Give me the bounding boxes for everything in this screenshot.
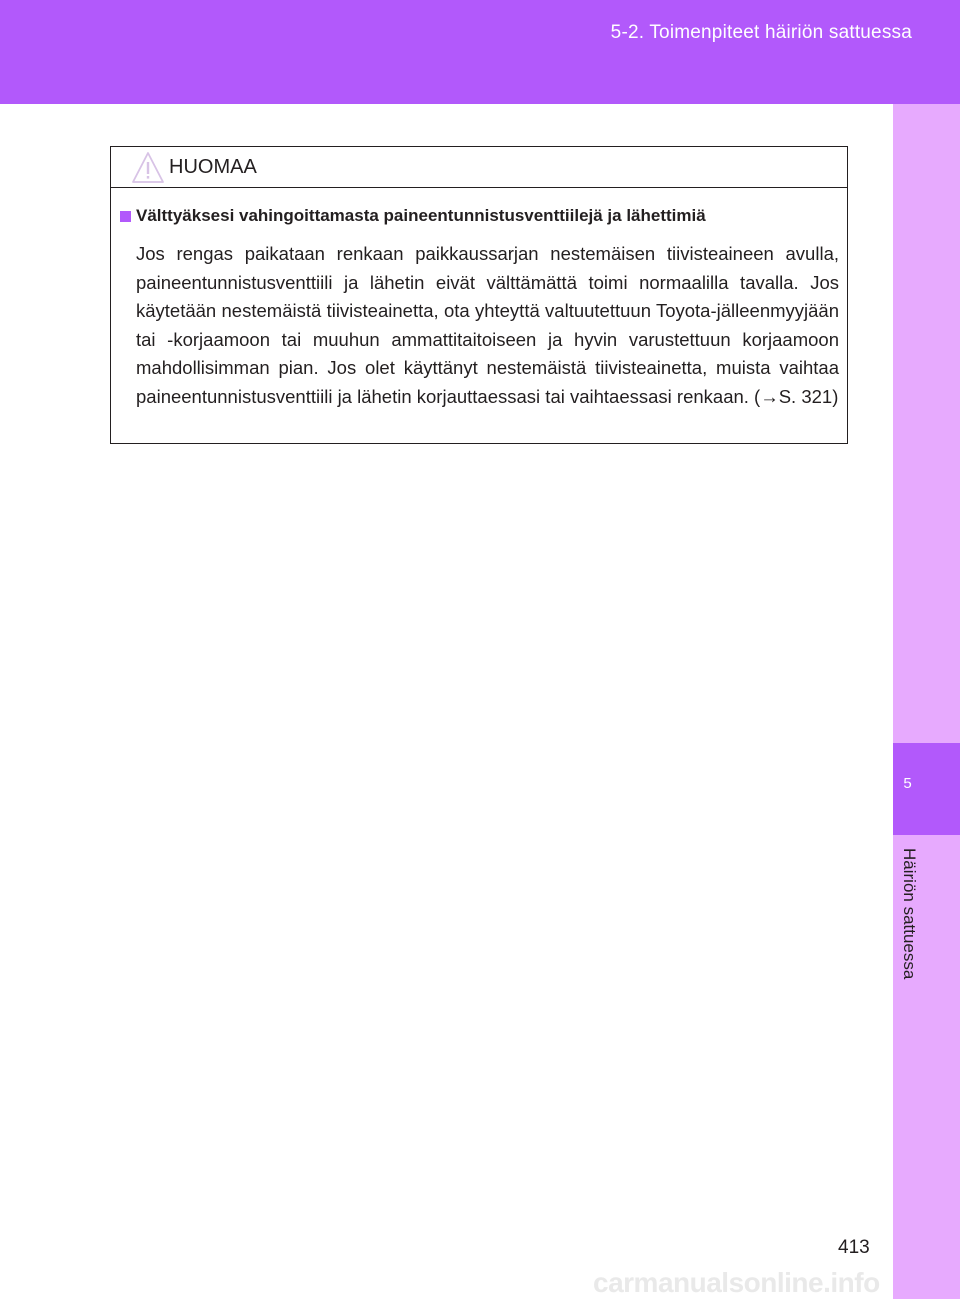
notice-header <box>111 147 847 188</box>
notice-title: HUOMAA <box>169 156 257 178</box>
section-title: 5-2. Toimenpiteet häiriön sattuessa <box>610 22 912 43</box>
page-number: 413 <box>838 1237 870 1258</box>
chapter-title: Häiriön sattuessa <box>900 848 919 980</box>
bullet-square-icon <box>120 211 131 222</box>
chapter-number: 5 <box>903 775 912 792</box>
chapter-side-tab <box>893 104 960 1299</box>
watermark: carmanualsonline.info <box>593 1267 880 1298</box>
notice-box <box>110 146 848 444</box>
header-bar <box>0 0 960 104</box>
warning-triangle-icon <box>131 151 165 185</box>
notice-body: Jos rengas paikataan renkaan paikkaussarjan nestemäisen tiivisteaineen avulla, paineentunnistusventtiili ja lähetin eivät välttämättä toimi normaalilla tavalla. Jos käytetään nestemäistä tiivisteainetta, ota yhteyttä valtuutettuun Toyota-jälleenmyyjään tai -korjaamoon tai muuhun ammattitaitoiseen ja hyvin varustettuun korjaamoon mahdollisimman pian. Jos olet käyttänyt nestemäistä tiivisteainetta, muista vaihtaa paineentunnistusventtiili ja lähetin korjauttaessasi tai vaihtaessasi renkaan. (→S. 321) <box>136 243 839 407</box>
notice-heading: Välttyäksesi vahingoittamasta paineentunnistusventtiilejä ja lähettimiä <box>136 206 706 225</box>
